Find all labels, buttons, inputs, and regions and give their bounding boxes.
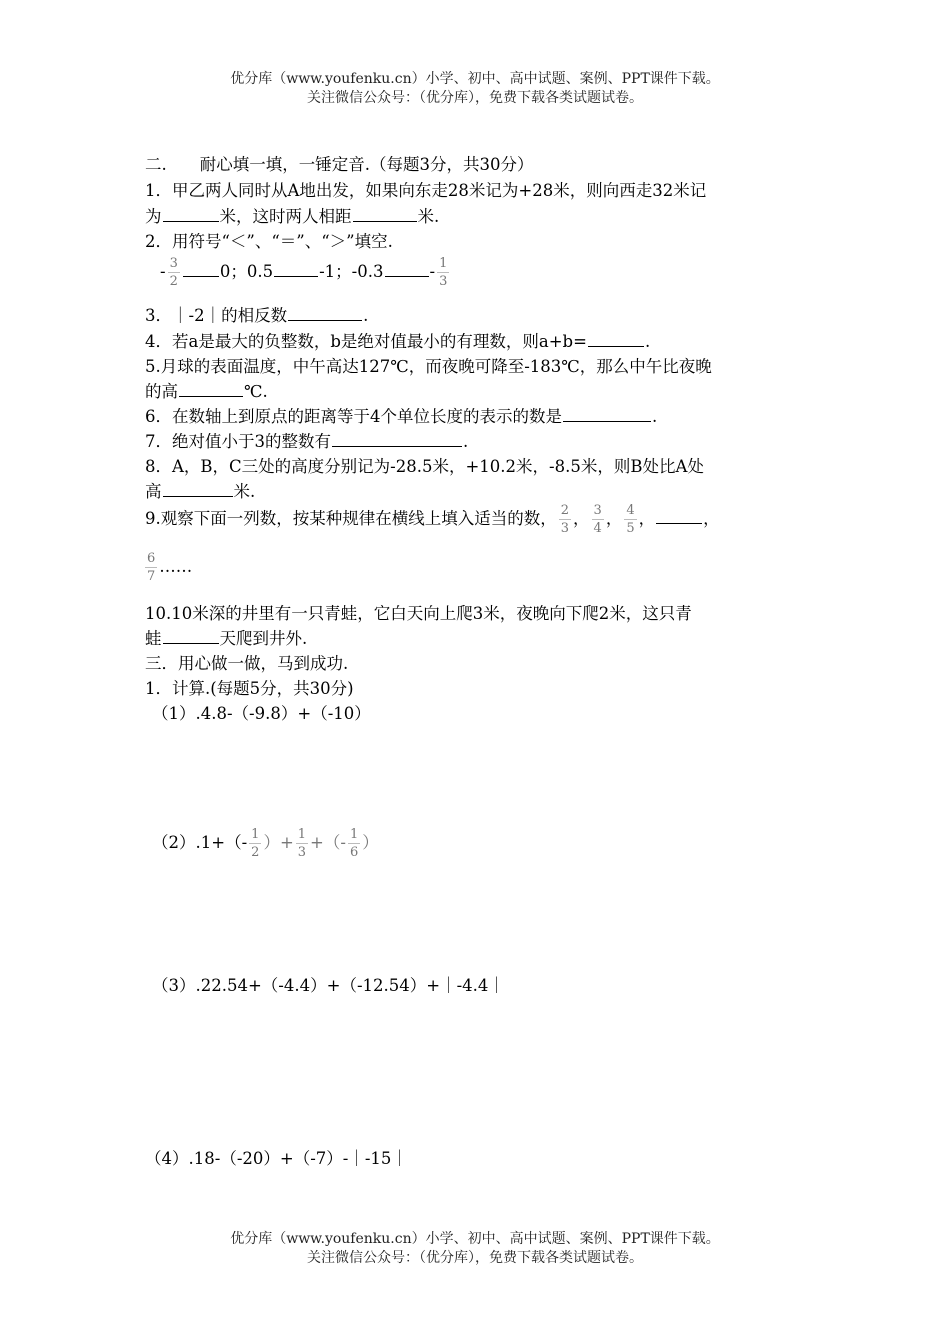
q9-text: 9.观察下面一列数，按某种规律在横线上填入适当的数， [145,509,557,528]
question-3 [145,302,368,326]
p2-pre: （2）.1+（- [152,833,248,852]
section-3-subtitle: 1．计算.(每题5分，共30分) [145,679,354,698]
q3-end: . [363,306,369,325]
answer-blank[interactable] [163,482,233,497]
fraction: $\frac{1}{3}$ [439,256,448,289]
q6-end: . [652,407,658,426]
q4-text: 4．若a是最大的负整数，b是绝对值最小的有理数，则a+b= [145,332,587,351]
q2-text-2: -1；-0.3 [319,262,384,281]
q1-text-mid: 米，这时两人相距 [219,207,352,226]
footer-line-1: 优分库（www.youfenku.cn）小学、初中、高中试题、案例、PPT课件下载。 [230,1231,720,1247]
question-9-continued [145,550,192,585]
question-7 [145,428,468,452]
q7-text: 7．绝对值小于3的整数有 [145,432,331,451]
question-8-line-2 [145,478,255,502]
problem-1: （1）.4.8-（-9.8）+（-10） [152,704,371,723]
section-3-title: 三．用心做一做，马到成功. [145,654,349,673]
q5-end: ℃. [244,382,268,401]
p2-mid-2: +（- [310,833,346,852]
question-8-line-1: 8．A，B，C三处的高度分别记为-28.5米，+10.2米，-8.5米，则B处比A处 [145,457,704,476]
p2-mid-1: ）+ [263,833,294,852]
problem-3: （3）.22.54+（-4.4）+（-12.54）+｜-4.4｜ [152,976,505,995]
answer-blank[interactable] [288,306,362,321]
q1-text-end: 米. [417,207,440,226]
problem-2 [152,826,379,861]
question-6 [145,403,657,427]
answer-blank[interactable] [588,332,644,347]
q2-text-1: 0；0.5 [219,262,274,281]
fraction: $\frac{3}{2}$ [169,256,178,289]
q6-text: 6．在数轴上到原点的距离等于4个单位长度的表示的数是 [145,407,562,426]
question-1-line-2 [145,203,439,227]
fraction: $\frac{2}{3}$ [560,503,570,536]
answer-blank[interactable] [183,262,219,277]
answer-blank[interactable] [179,382,243,397]
answer-blank[interactable] [563,407,651,422]
question-1-line-1: 1．甲乙两人同时从A地出发，如果向东走28米记为+28米，则向西走32米记 [145,181,707,200]
minus-sign: - [160,262,166,281]
q1-text-pre: 为 [145,207,162,226]
header-line-2: 关注微信公众号：（优分库），免费下载各类试题试卷。 [307,90,643,106]
fraction: $\frac{1}{6}$ [349,827,359,860]
question-2-fill-line [160,255,451,290]
separator: ， [638,509,656,528]
question-5-line-2 [145,378,268,402]
q7-end: . [463,432,469,451]
question-10-line-2 [145,625,307,649]
footer-line-2: 关注微信公众号：（优分库），免费下载各类试题试卷。 [307,1250,643,1266]
answer-blank[interactable] [385,262,429,277]
section-2-title: 二. 耐心填一填，一锤定音.（每题3分，共30分） [145,155,534,174]
question-5-line-1: 5.月球的表面温度，中午高达127℃，而夜晚可降至-183℃，那么中午比夜晚 [145,357,712,376]
answer-blank[interactable] [332,432,462,447]
answer-blank[interactable] [163,207,219,222]
fraction: $\frac{4}{5}$ [626,503,635,536]
question-10-line-1: 10.10米深的井里有一只青蛙，它白天向上爬3米，夜晚向下爬2米，这只青 [145,604,692,623]
minus-sign: - [429,262,436,281]
separator: ， [573,509,590,528]
p2-end: ） [362,833,379,852]
ellipsis: …… [159,557,193,576]
fraction: $\frac{6}{7}$ [147,551,156,584]
answer-blank[interactable] [353,207,417,222]
separator: ， [605,509,623,528]
question-9 [145,502,720,537]
header-line-1: 优分库（www.youfenku.cn）小学、初中、高中试题、案例、PPT课件下载。 [230,71,720,87]
question-2: 2．用符号“＜”、“＝”、“＞”填空. [145,232,393,251]
fraction: $\frac{1}{3}$ [297,827,307,860]
separator: ， [703,509,720,528]
q4-end: . [644,332,651,351]
q8-text: 高 [145,482,162,501]
answer-blank[interactable] [274,262,318,277]
q10-end: 天爬到井外. [219,629,308,648]
answer-blank[interactable] [163,629,219,644]
question-4 [145,328,650,352]
fraction: $\frac{3}{4}$ [593,503,602,536]
problem-4: （4）.18-（-20）+（-7）-｜-15｜ [145,1149,408,1168]
q3-text: 3．｜-2｜的相反数 [145,306,288,325]
q5-text: 的高 [145,382,178,401]
q8-end: 米. [233,482,256,501]
q10-text: 蛙 [145,629,162,648]
answer-blank[interactable] [656,509,702,524]
fraction: $\frac{1}{2}$ [251,827,260,860]
